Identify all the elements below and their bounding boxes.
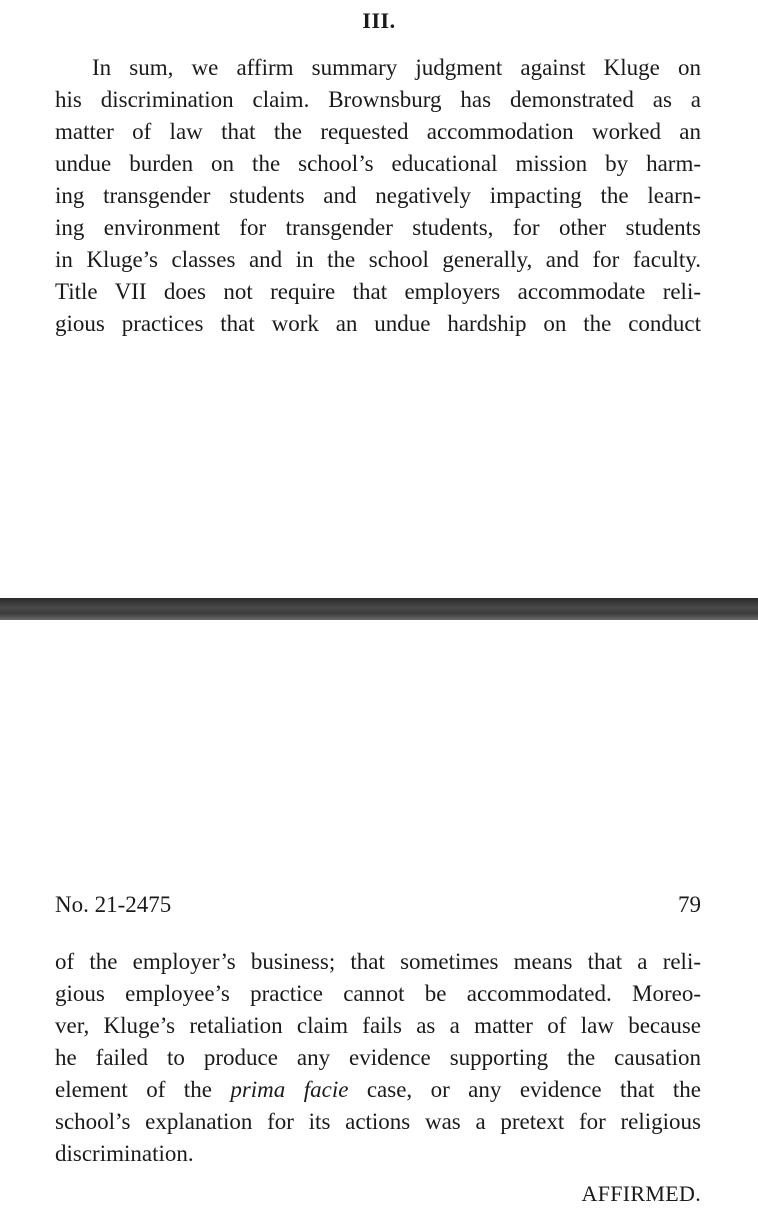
case-number: No. 21-2475 — [55, 892, 172, 917]
text-line: discrimination. — [55, 1141, 194, 1166]
section-heading: III. — [362, 8, 396, 33]
text-line: Title VII does not require that employers accommodate reli- — [55, 279, 701, 304]
page-break-separator — [0, 598, 758, 620]
text-segment: case, or any evidence that the — [348, 1077, 701, 1102]
page-top — [0, 0, 758, 598]
text-line: school’s explanation for its actions was a pretext for religious — [55, 1109, 701, 1134]
text-segment: element of the — [55, 1077, 231, 1102]
text-line: his discrimination claim. Brownsburg has demonstrated as a — [55, 87, 701, 112]
text-line: matter of law that the requested accommodation worked an — [55, 119, 701, 144]
text-line: he failed to produce any evidence supporting the causation — [55, 1045, 701, 1070]
opinion-paragraph-top — [55, 52, 701, 340]
text-line: gious employee’s practice cannot be accommodated. Moreo- — [55, 981, 701, 1006]
text-line: ing environment for transgender students, for other students — [55, 215, 701, 240]
opinion-paragraph-bottom — [55, 946, 701, 1170]
text-line: ing transgender students and negatively impacting the learn- — [55, 183, 701, 208]
text-line: In sum, we affirm summary judgment against Kluge on — [92, 55, 701, 80]
text-line: undue burden on the school’s educational mission by harm- — [55, 151, 701, 176]
text-line: of the employer’s business; that sometimes means that a reli- — [55, 949, 701, 974]
text-line: ver, Kluge’s retaliation claim fails as a matter of law because — [55, 1013, 701, 1038]
italic-term: prima facie — [230, 1077, 349, 1102]
page-number: 79 — [678, 892, 701, 917]
text-line — [55, 1074, 701, 1106]
disposition: AFFIRMED. — [581, 1181, 701, 1206]
text-line: in Kluge’s classes and in the school generally, and for faculty. — [55, 247, 701, 272]
text-line: gious practices that work an undue hardship on the conduct — [55, 311, 701, 336]
